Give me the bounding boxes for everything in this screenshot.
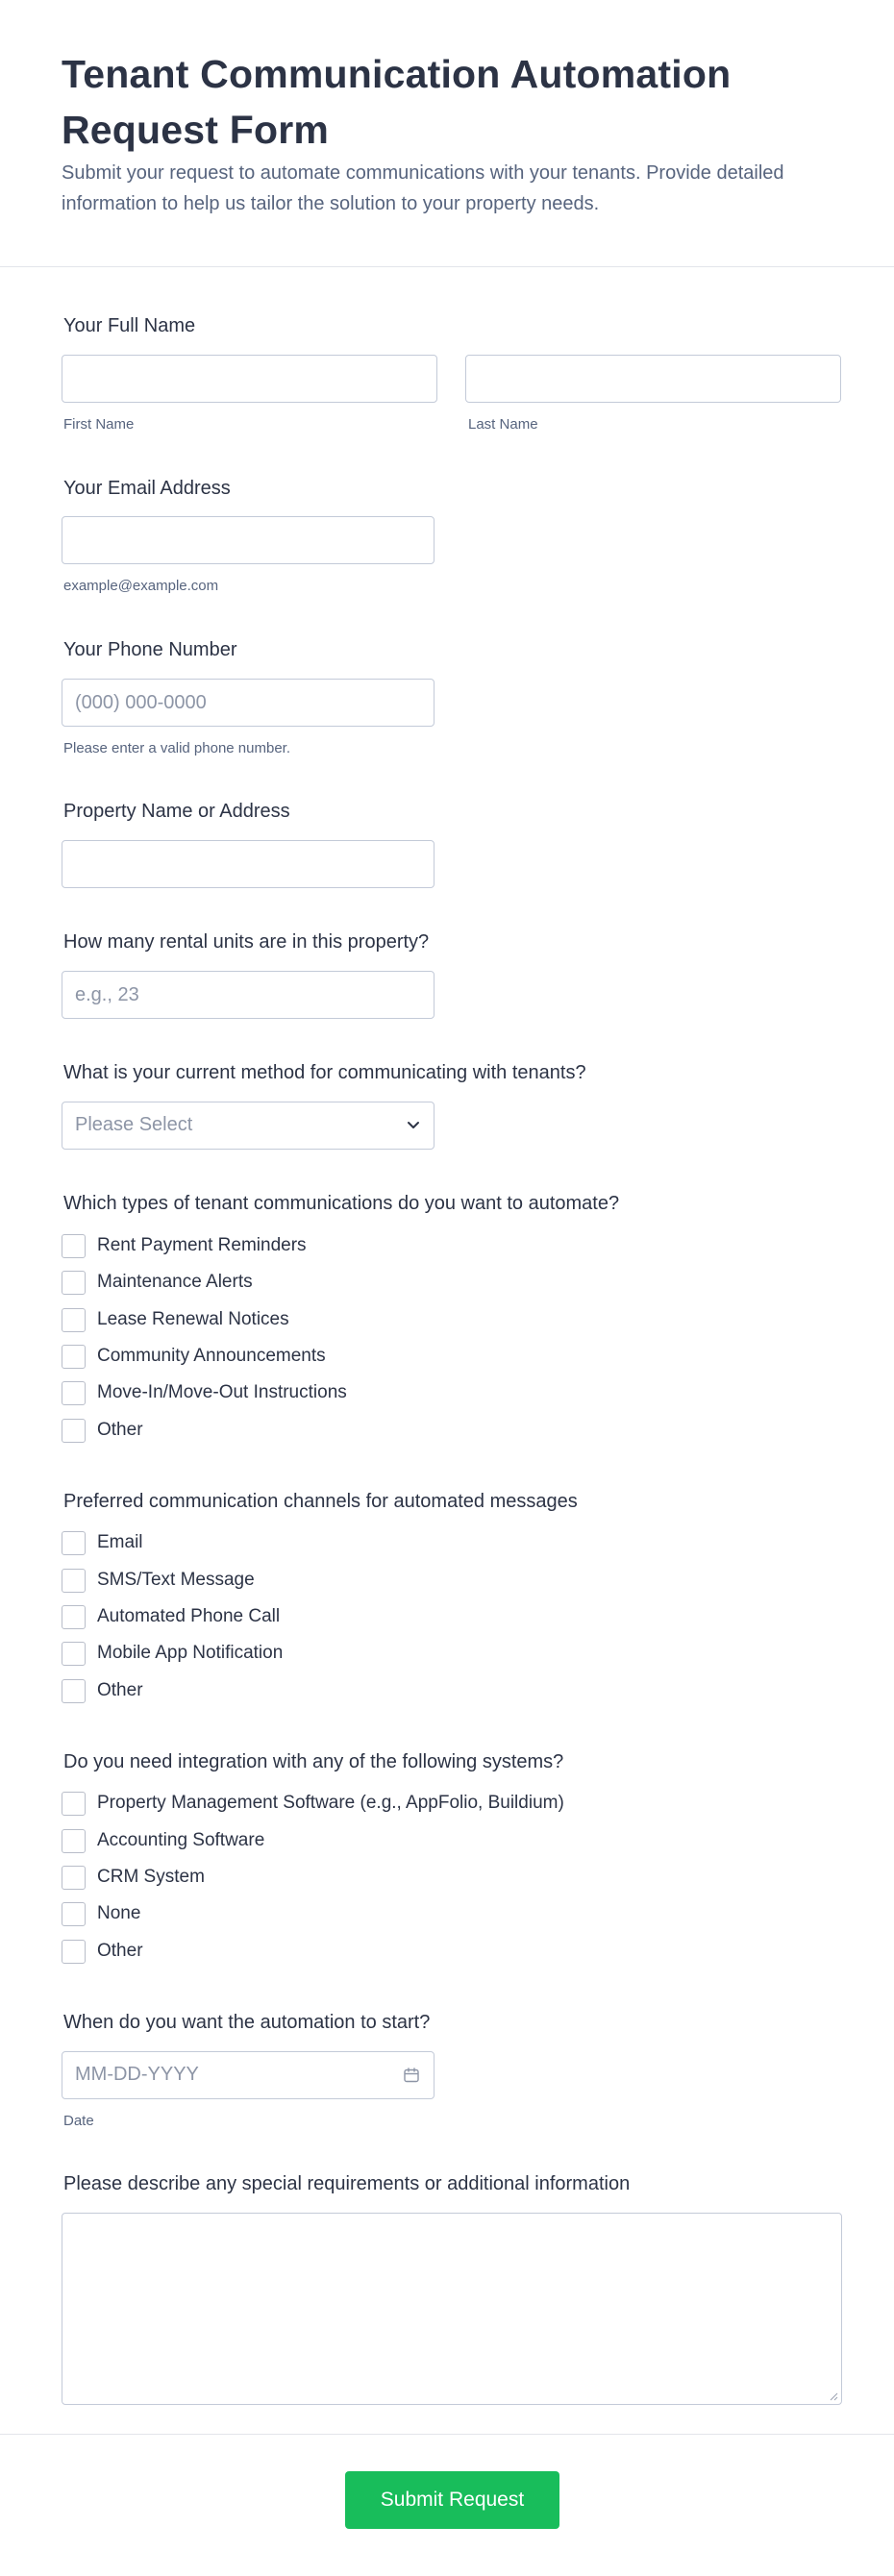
option-label: Maintenance Alerts: [97, 1272, 253, 1292]
channel-option[interactable]: [62, 1678, 143, 1703]
units-label: How many rental units are in this property?: [63, 931, 430, 953]
option-label: Community Announcements: [97, 1346, 326, 1366]
option-label: SMS/Text Message: [97, 1570, 255, 1590]
checkbox[interactable]: [62, 1531, 86, 1555]
comm-type-option[interactable]: [62, 1270, 253, 1295]
start-date-label: When do you want the automation to start?: [63, 2012, 431, 2033]
integration-option[interactable]: [62, 1791, 564, 1816]
checkbox[interactable]: [62, 1308, 86, 1332]
option-label: Rent Payment Reminders: [97, 1235, 307, 1255]
chevron-down-icon: [405, 1116, 422, 1133]
checkbox[interactable]: [62, 1679, 86, 1703]
resize-handle-icon[interactable]: [829, 2391, 838, 2401]
comm-type-option[interactable]: [62, 1344, 326, 1369]
option-label: Automated Phone Call: [97, 1606, 281, 1626]
start-date-sublabel: Date: [63, 2113, 94, 2129]
channel-option[interactable]: [62, 1530, 143, 1555]
checkbox[interactable]: [62, 1234, 86, 1258]
checkbox[interactable]: [62, 1569, 86, 1593]
phone-label: Your Phone Number: [63, 639, 237, 660]
comm-type-option[interactable]: [62, 1307, 289, 1332]
page-subtitle: Submit your request to automate communications with your tenants. Provide detailed information to help us tailor the solution to your property needs.: [62, 162, 784, 214]
channels-label: Preferred communication channels for automated messages: [63, 1491, 578, 1512]
option-label: Accounting Software: [97, 1830, 265, 1850]
checkbox[interactable]: [62, 1866, 86, 1890]
comm-type-option[interactable]: [62, 1233, 307, 1258]
phone-sublabel: Please enter a valid phone number.: [63, 740, 290, 756]
option-label: Other: [97, 1680, 143, 1700]
first-name-sublabel: First Name: [63, 416, 135, 433]
date-placeholder: MM-DD-YYYY: [75, 2064, 199, 2085]
checkbox[interactable]: [62, 1419, 86, 1443]
requirements-textarea[interactable]: [62, 2213, 842, 2405]
checkbox[interactable]: [62, 1792, 86, 1816]
option-label: Move-In/Move-Out Instructions: [97, 1382, 347, 1402]
comm-type-option[interactable]: [62, 1418, 143, 1443]
comm-types-label: Which types of tenant communications do you want to automate?: [63, 1193, 620, 1214]
requirements-label: Please describe any special requirements or additional information: [63, 2173, 631, 2194]
property-input[interactable]: [62, 840, 435, 888]
checkbox[interactable]: [62, 1381, 86, 1405]
property-label: Property Name or Address: [63, 801, 290, 822]
checkbox[interactable]: [62, 1642, 86, 1666]
checkbox[interactable]: [62, 1605, 86, 1629]
email-sublabel: example@example.com: [63, 578, 219, 594]
form-header: [0, 0, 894, 267]
current-method-select[interactable]: [62, 1102, 435, 1150]
integration-option[interactable]: [62, 1939, 143, 1964]
option-label: Lease Renewal Notices: [97, 1309, 289, 1329]
channel-option[interactable]: [62, 1568, 255, 1593]
phone-input[interactable]: [62, 679, 435, 727]
option-label: Email: [97, 1532, 143, 1552]
footer-divider: [0, 2434, 894, 2435]
last-name-input[interactable]: [465, 355, 841, 403]
calendar-icon[interactable]: [403, 2067, 420, 2084]
integration-label: Do you need integration with any of the following systems?: [63, 1751, 564, 1772]
checkbox[interactable]: [62, 1902, 86, 1926]
option-label: Mobile App Notification: [97, 1643, 284, 1663]
full-name-label: Your Full Name: [63, 315, 196, 336]
email-label: Your Email Address: [63, 478, 231, 499]
option-label: CRM System: [97, 1867, 205, 1887]
checkbox[interactable]: [62, 1271, 86, 1295]
units-input[interactable]: [62, 971, 435, 1019]
option-label: None: [97, 1903, 141, 1923]
integration-option[interactable]: [62, 1865, 205, 1890]
checkbox[interactable]: [62, 1940, 86, 1964]
start-date-input[interactable]: [62, 2051, 435, 2099]
email-input[interactable]: [62, 516, 435, 564]
first-name-input[interactable]: [62, 355, 437, 403]
integration-option[interactable]: [62, 1901, 140, 1926]
last-name-sublabel: Last Name: [468, 416, 538, 433]
submit-button[interactable]: Submit Request: [345, 2471, 559, 2529]
option-label: Other: [97, 1941, 143, 1961]
option-label: Other: [97, 1420, 143, 1440]
channel-option[interactable]: [62, 1641, 283, 1666]
checkbox[interactable]: [62, 1345, 86, 1369]
checkbox[interactable]: [62, 1829, 86, 1853]
comm-type-option[interactable]: [62, 1380, 347, 1405]
current-method-label: What is your current method for communicating with tenants?: [63, 1062, 586, 1083]
option-label: Property Management Software (e.g., AppFolio, Buildium): [97, 1793, 564, 1813]
page-title: Tenant Communication Automation Request Form: [62, 52, 732, 152]
channel-option[interactable]: [62, 1604, 280, 1629]
integration-option[interactable]: [62, 1828, 264, 1853]
current-method-value: Please Select: [75, 1114, 193, 1135]
